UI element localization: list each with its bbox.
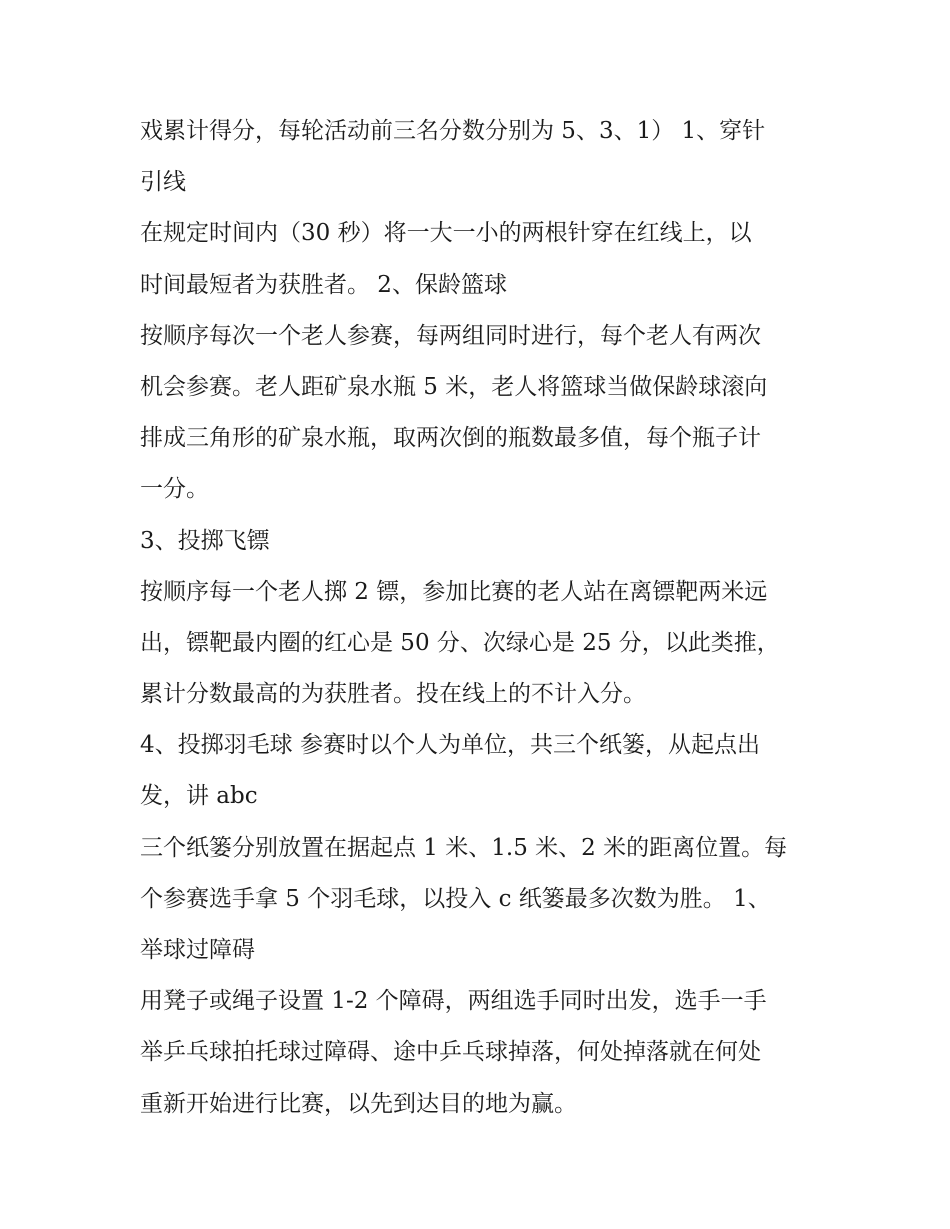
text-line: 出，镖靶最内圈的红心是 50 分、次绿心是 25 分，以此类推， <box>140 629 780 656</box>
text-line: 4、投掷羽毛球 参赛时以个人为单位，共三个纸篓，从起点出 <box>140 732 760 759</box>
document-body <box>140 106 820 1130</box>
section-heading: 3、投掷飞镖 <box>140 527 270 554</box>
text-line: 戏累计得分，每轮活动前三名分数分别为 5、3、1） 1、穿针 <box>140 118 766 144</box>
text-line: 引线 <box>140 169 186 196</box>
text-line: 按顺序每一个老人掷 2 镖，参加比赛的老人站在离镖靶两米远 <box>140 578 768 605</box>
text-line: 累计分数最高的为获胜者。投在线上的不计入分。 <box>140 681 646 708</box>
text-line: 举球过障碍 <box>140 937 255 963</box>
text-line: 三个纸篓分别放置在据起点 1 米、1.5 米、2 米的距离位置。每 <box>140 834 788 861</box>
text-line: 个参赛选手拿 5 个羽毛球，以投入 c 纸篓最多次数为胜。 1、 <box>140 885 771 912</box>
text-line: 机会参赛。老人距矿泉水瓶 5 米，老人将篮球当做保龄球滚向 <box>140 373 768 400</box>
text-line: 排成三角形的矿泉水瓶，取两次倒的瓶数最多值，每个瓶子计 <box>140 425 761 452</box>
text-line: 一分。 <box>140 476 209 503</box>
text-line: 按顺序每次一个老人参赛，每两组同时进行，每个老人有两次 <box>140 322 761 349</box>
text-line: 重新开始进行比赛，以先到达目的地为赢。 <box>140 1090 577 1117</box>
text-line: 在规定时间内（30 秒）将一大一小的两根针穿在红线上，以 <box>140 220 752 247</box>
text-line: 用凳子或绳子设置 1-2 个障碍，两组选手同时出发，选手一手 <box>140 988 767 1015</box>
text-line: 发，讲 abc <box>140 783 258 810</box>
text-line: 举乒乓球拍托球过障碍、途中乒乓球掉落，何处掉落就在何处 <box>140 1039 761 1066</box>
text-line: 时间最短者为获胜者。 2、保龄篮球 <box>140 271 507 298</box>
